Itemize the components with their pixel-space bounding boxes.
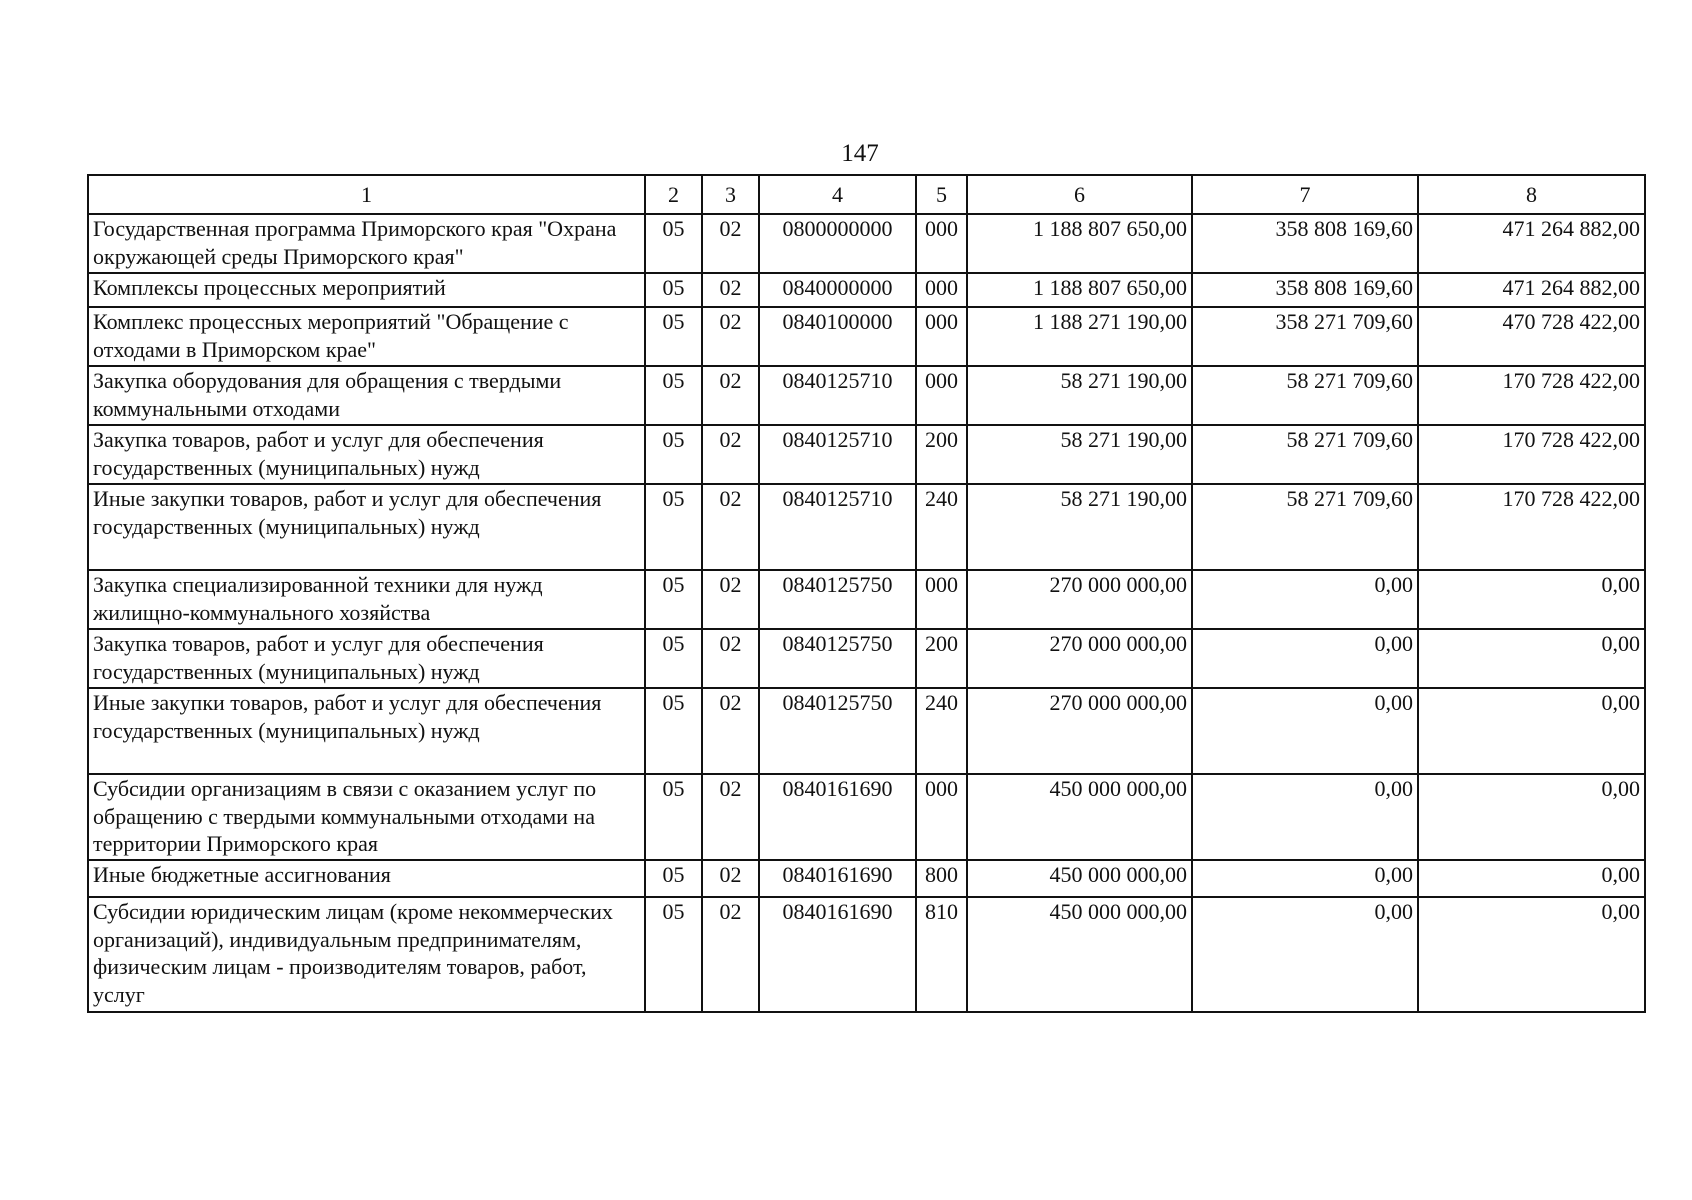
column-header: 2 <box>645 175 702 214</box>
amount-col6-cell: 270 000 000,00 <box>967 688 1192 774</box>
amount-col8-cell: 0,00 <box>1418 629 1645 688</box>
amount-col6-cell: 58 271 190,00 <box>967 484 1192 570</box>
amount-col6-cell: 58 271 190,00 <box>967 425 1192 484</box>
amount-col6-cell: 450 000 000,00 <box>967 897 1192 1012</box>
section-code-cell: 05 <box>645 484 702 570</box>
row-name-cell: Закупка специализированной техники для нужд жилищно-коммунального хозяйства <box>88 570 645 629</box>
expense-type-cell: 000 <box>916 307 967 366</box>
expense-type-cell: 000 <box>916 570 967 629</box>
column-header: 1 <box>88 175 645 214</box>
page-number: 147 <box>841 140 879 167</box>
table-row <box>88 307 1645 366</box>
amount-col7-cell: 0,00 <box>1192 860 1418 897</box>
column-header: 3 <box>702 175 759 214</box>
row-name-cell: Субсидии юридическим лицам (кроме некоммерческих организаций), индивидуальным предпринимателям, физическим лицам - производителям товаров, работ, услуг <box>88 897 645 1012</box>
amount-col6-cell: 270 000 000,00 <box>967 570 1192 629</box>
amount-col8-cell: 0,00 <box>1418 860 1645 897</box>
table-row <box>88 273 1645 307</box>
expense-type-cell: 200 <box>916 425 967 484</box>
row-name-cell: Иные бюджетные ассигнования <box>88 860 645 897</box>
column-header: 7 <box>1192 175 1418 214</box>
amount-col8-cell: 170 728 422,00 <box>1418 366 1645 425</box>
target-article-cell: 0840161690 <box>759 860 916 897</box>
amount-col6-cell: 450 000 000,00 <box>967 860 1192 897</box>
subsection-code-cell: 02 <box>702 366 759 425</box>
expense-type-cell: 800 <box>916 860 967 897</box>
amount-col6-cell: 450 000 000,00 <box>967 774 1192 860</box>
column-header: 8 <box>1418 175 1645 214</box>
target-article-cell: 0840161690 <box>759 774 916 860</box>
amount-col8-cell: 470 728 422,00 <box>1418 307 1645 366</box>
target-article-cell: 0840125710 <box>759 425 916 484</box>
column-header: 5 <box>916 175 967 214</box>
column-header: 4 <box>759 175 916 214</box>
table-row <box>88 366 1645 425</box>
subsection-code-cell: 02 <box>702 214 759 273</box>
table-row <box>88 484 1645 570</box>
table-body <box>88 214 1645 1012</box>
section-code-cell: 05 <box>645 366 702 425</box>
amount-col6-cell: 1 188 807 650,00 <box>967 214 1192 273</box>
amount-col7-cell: 0,00 <box>1192 629 1418 688</box>
amount-col7-cell: 58 271 709,60 <box>1192 484 1418 570</box>
section-code-cell: 05 <box>645 688 702 774</box>
subsection-code-cell: 02 <box>702 629 759 688</box>
target-article-cell: 0840161690 <box>759 897 916 1012</box>
row-name-cell: Закупка товаров, работ и услуг для обеспечения государственных (муниципальных) нужд <box>88 425 645 484</box>
amount-col7-cell: 358 808 169,60 <box>1192 273 1418 307</box>
table-row <box>88 214 1645 273</box>
amount-col6-cell: 270 000 000,00 <box>967 629 1192 688</box>
section-code-cell: 05 <box>645 774 702 860</box>
budget-table <box>87 174 1646 1013</box>
amount-col8-cell: 170 728 422,00 <box>1418 425 1645 484</box>
target-article-cell: 0800000000 <box>759 214 916 273</box>
expense-type-cell: 000 <box>916 774 967 860</box>
expense-type-cell: 000 <box>916 366 967 425</box>
expense-type-cell: 200 <box>916 629 967 688</box>
subsection-code-cell: 02 <box>702 484 759 570</box>
column-header: 6 <box>967 175 1192 214</box>
amount-col7-cell: 358 808 169,60 <box>1192 214 1418 273</box>
row-name-cell: Комплексы процессных мероприятий <box>88 273 645 307</box>
amount-col7-cell: 0,00 <box>1192 688 1418 774</box>
target-article-cell: 0840125750 <box>759 688 916 774</box>
expense-type-cell: 810 <box>916 897 967 1012</box>
row-name-cell: Комплекс процессных мероприятий "Обращение с отходами в Приморском крае" <box>88 307 645 366</box>
amount-col8-cell: 0,00 <box>1418 774 1645 860</box>
expense-type-cell: 000 <box>916 214 967 273</box>
target-article-cell: 0840100000 <box>759 307 916 366</box>
section-code-cell: 05 <box>645 629 702 688</box>
amount-col7-cell: 0,00 <box>1192 774 1418 860</box>
subsection-code-cell: 02 <box>702 774 759 860</box>
subsection-code-cell: 02 <box>702 897 759 1012</box>
subsection-code-cell: 02 <box>702 425 759 484</box>
row-name-cell: Закупка товаров, работ и услуг для обеспечения государственных (муниципальных) нужд <box>88 629 645 688</box>
amount-col7-cell: 58 271 709,60 <box>1192 366 1418 425</box>
target-article-cell: 0840125750 <box>759 570 916 629</box>
subsection-code-cell: 02 <box>702 273 759 307</box>
table-row <box>88 570 1645 629</box>
target-article-cell: 0840125710 <box>759 366 916 425</box>
row-name-cell: Государственная программа Приморского края "Охрана окружающей среды Приморского края" <box>88 214 645 273</box>
amount-col8-cell: 0,00 <box>1418 897 1645 1012</box>
table-row <box>88 629 1645 688</box>
amount-col6-cell: 1 188 807 650,00 <box>967 273 1192 307</box>
amount-col8-cell: 471 264 882,00 <box>1418 273 1645 307</box>
header-row <box>88 175 1645 214</box>
amount-col7-cell: 58 271 709,60 <box>1192 425 1418 484</box>
expense-type-cell: 000 <box>916 273 967 307</box>
section-code-cell: 05 <box>645 273 702 307</box>
amount-col7-cell: 0,00 <box>1192 897 1418 1012</box>
section-code-cell: 05 <box>645 897 702 1012</box>
amount-col8-cell: 471 264 882,00 <box>1418 214 1645 273</box>
table-row <box>88 425 1645 484</box>
row-name-cell: Иные закупки товаров, работ и услуг для обеспечения государственных (муниципальных) нужд <box>88 484 645 570</box>
expense-type-cell: 240 <box>916 484 967 570</box>
expense-type-cell: 240 <box>916 688 967 774</box>
amount-col8-cell: 0,00 <box>1418 688 1645 774</box>
section-code-cell: 05 <box>645 425 702 484</box>
section-code-cell: 05 <box>645 570 702 629</box>
subsection-code-cell: 02 <box>702 860 759 897</box>
amount-col6-cell: 58 271 190,00 <box>967 366 1192 425</box>
table-row <box>88 897 1645 1012</box>
target-article-cell: 0840000000 <box>759 273 916 307</box>
subsection-code-cell: 02 <box>702 307 759 366</box>
amount-col6-cell: 1 188 271 190,00 <box>967 307 1192 366</box>
subsection-code-cell: 02 <box>702 570 759 629</box>
section-code-cell: 05 <box>645 307 702 366</box>
section-code-cell: 05 <box>645 214 702 273</box>
amount-col8-cell: 170 728 422,00 <box>1418 484 1645 570</box>
amount-col7-cell: 0,00 <box>1192 570 1418 629</box>
subsection-code-cell: 02 <box>702 688 759 774</box>
section-code-cell: 05 <box>645 860 702 897</box>
table-row <box>88 860 1645 897</box>
table-row <box>88 688 1645 774</box>
target-article-cell: 0840125750 <box>759 629 916 688</box>
amount-col7-cell: 358 271 709,60 <box>1192 307 1418 366</box>
row-name-cell: Закупка оборудования для обращения с твердыми коммунальными отходами <box>88 366 645 425</box>
target-article-cell: 0840125710 <box>759 484 916 570</box>
table-row <box>88 774 1645 860</box>
amount-col8-cell: 0,00 <box>1418 570 1645 629</box>
row-name-cell: Субсидии организациям в связи с оказанием услуг по обращению с твердыми коммунальными отходами на территории Приморского края <box>88 774 645 860</box>
row-name-cell: Иные закупки товаров, работ и услуг для обеспечения государственных (муниципальных) нужд <box>88 688 645 774</box>
